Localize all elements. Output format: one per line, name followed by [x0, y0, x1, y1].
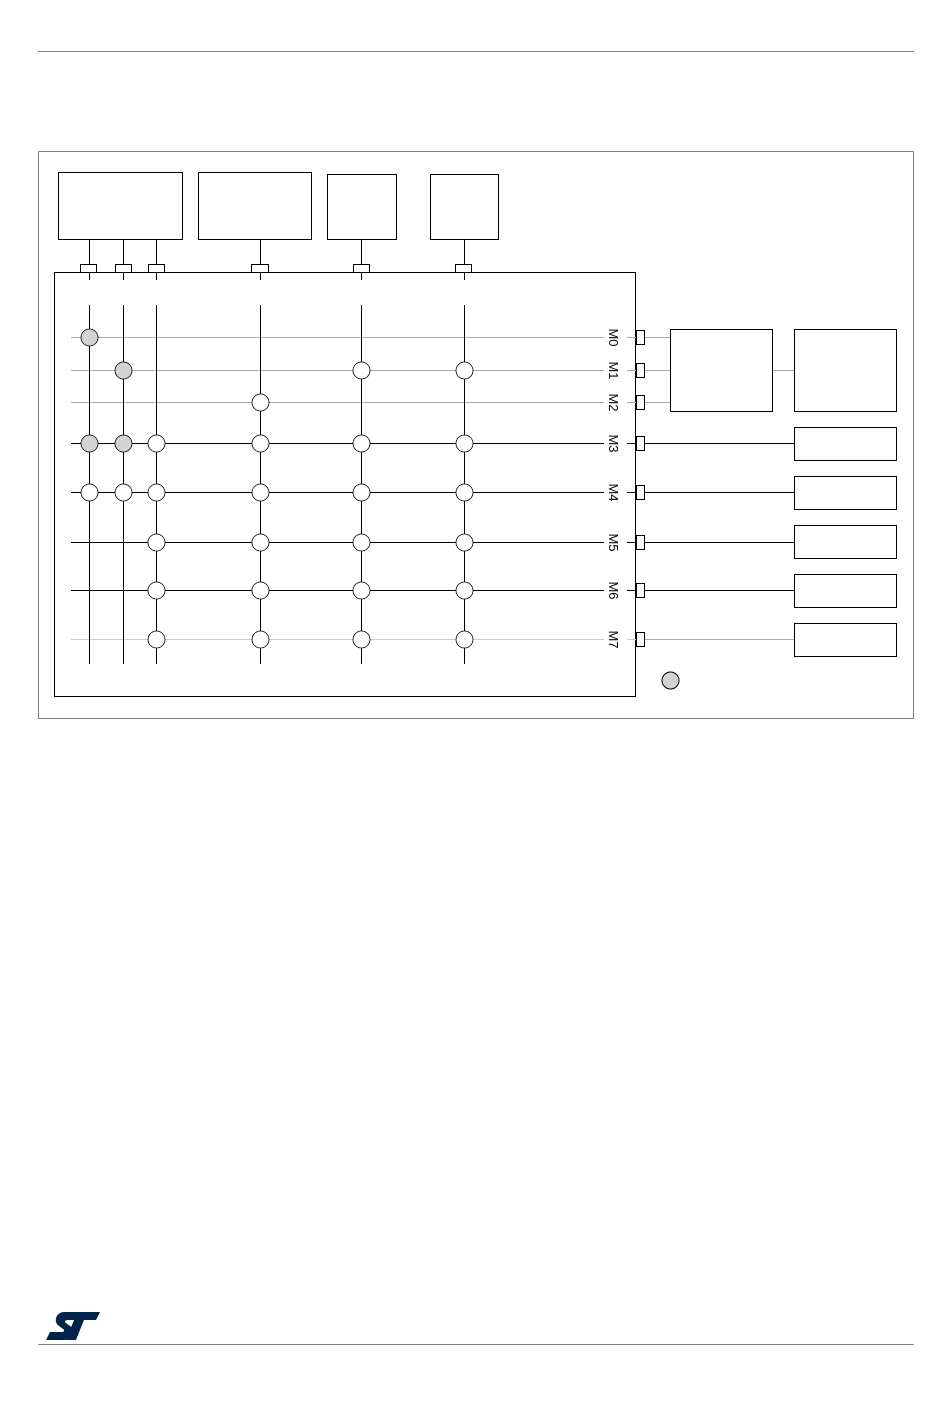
node-m6-col3: [148, 582, 165, 599]
node-m5-col5: [353, 534, 370, 551]
slave-port-m4: [637, 486, 645, 500]
row-label-m4: M4: [606, 483, 621, 502]
master-stubs: [90, 239, 465, 264]
row-label-m7: M7: [606, 630, 621, 649]
slave-block-shared: [671, 330, 773, 412]
master-port: [252, 265, 269, 273]
node-m3-col3: [148, 435, 165, 452]
bus-matrix-box: [55, 273, 636, 697]
slave-port-m3: [637, 437, 645, 451]
slave-block-m3: [795, 428, 897, 461]
slave-block-m6: [795, 575, 897, 608]
slave-port-m5: [637, 536, 645, 550]
row-label-m2: M2: [606, 393, 621, 412]
slave-port-m1: [637, 364, 645, 378]
node-m3-col1: [81, 435, 98, 452]
master-port: [354, 265, 370, 273]
master-block-1: [59, 173, 183, 240]
node-m0-col1: [81, 329, 98, 346]
node-m7-col4: [252, 631, 269, 648]
st-logo-shape: [46, 1312, 100, 1340]
slave-ports: [637, 331, 645, 647]
node-m6-col6: [456, 582, 473, 599]
node-m1-col6: [456, 362, 473, 379]
node-m5-col6: [456, 534, 473, 551]
node-m3-col6: [456, 435, 473, 452]
footer-rule: [38, 1344, 914, 1345]
node-m1-col2: [115, 362, 132, 379]
node-m4-col6: [456, 484, 473, 501]
matrix-column-lines: [90, 305, 465, 664]
master-port: [116, 265, 132, 273]
node-m4-col1: [81, 484, 98, 501]
node-m5-col3: [148, 534, 165, 551]
node-m4-col3: [148, 484, 165, 501]
matrix-nodes: [81, 329, 473, 648]
node-m4-col2: [115, 484, 132, 501]
node-m6-col5: [353, 582, 370, 599]
node-m7-col3: [148, 631, 165, 648]
row-label-m3: M3: [606, 434, 621, 453]
node-m7-col6: [456, 631, 473, 648]
slave-port-m0: [637, 331, 645, 345]
node-m4-col4: [252, 484, 269, 501]
row-label-m1: M1: [606, 361, 621, 380]
slave-block-m5: [795, 526, 897, 559]
slave-block-m4: [795, 477, 897, 510]
node-m2-col4: [252, 394, 269, 411]
slave-port-m7: [637, 633, 645, 647]
node-m3-col4: [252, 435, 269, 452]
node-m7-col5: [353, 631, 370, 648]
master-block-4: [431, 175, 499, 240]
slave-block-memory: [795, 330, 897, 412]
node-m1-col5: [353, 362, 370, 379]
matrix-top-ticks: [90, 272, 465, 280]
row-label-m0: M0: [606, 328, 621, 347]
node-m4-col5: [353, 484, 370, 501]
matrix-row-labels: [606, 328, 621, 648]
master-port: [456, 265, 472, 273]
master-ports: [81, 265, 472, 273]
master-port: [81, 265, 97, 273]
master-port: [149, 265, 165, 273]
slave-port-m2: [637, 396, 645, 410]
node-m5-col4: [252, 534, 269, 551]
master-block-3: [328, 175, 397, 240]
st-logo: [44, 1310, 102, 1342]
slave-block-m7: [795, 624, 897, 657]
node-m3-col5: [353, 435, 370, 452]
node-m3-col2: [115, 435, 132, 452]
legend-gray-node: [662, 672, 679, 689]
slave-port-m6: [637, 584, 645, 598]
node-m6-col4: [252, 582, 269, 599]
row-label-m5: M5: [606, 533, 621, 552]
master-block-2: [199, 173, 312, 240]
row-label-m6: M6: [606, 581, 621, 600]
